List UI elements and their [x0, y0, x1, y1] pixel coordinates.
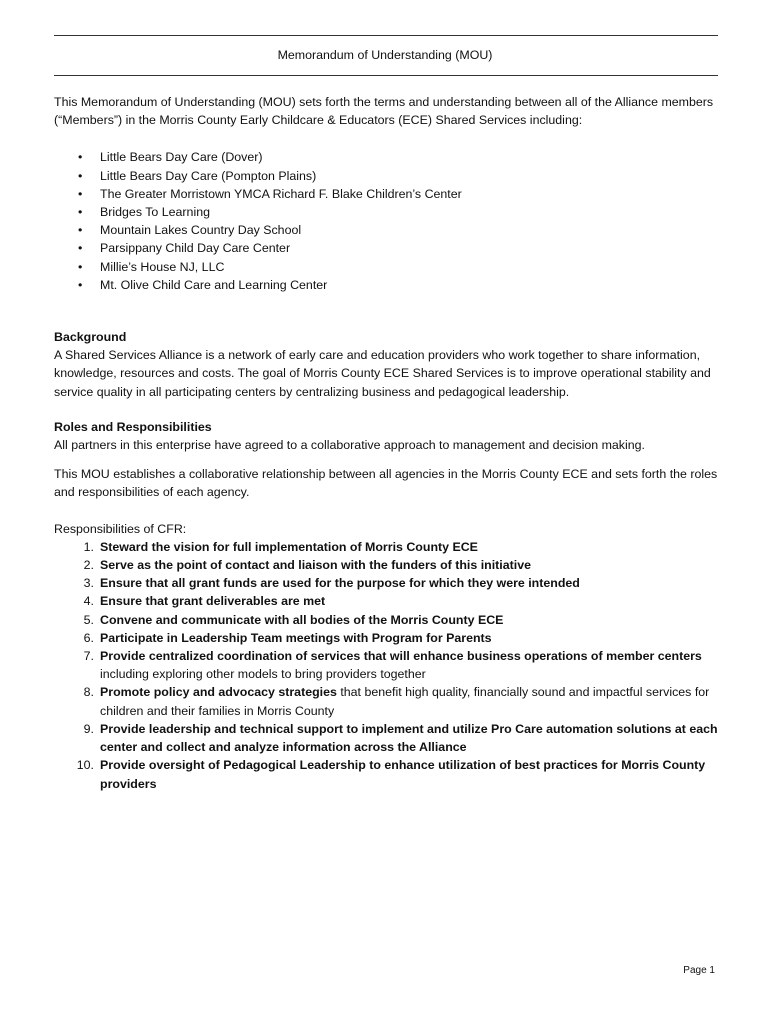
responsibility-item [83, 611, 718, 629]
header-rule-top [54, 35, 718, 36]
item-number: 2. [83, 558, 94, 573]
item-bold-text: Provide oversight of Pedagogical Leadership to enhance utilization of best practices for Morris County providers [100, 758, 706, 791]
responsibility-item [83, 720, 718, 756]
page-number: Page 1 [683, 965, 715, 976]
item-bold-text: Serve as the point of contact and liaison with the funders of this initiative [100, 558, 531, 573]
header-rule-bottom [54, 75, 718, 76]
member-item: • Little Bears Day Care (Dover) [100, 148, 718, 166]
background-paragraph: A Shared Services Alliance is a network of early care and education providers who work together to share information, knowledge, resources and costs. The goal of Morris County ECE Shared Services is to improve operational stability and service quality in all participating centers by centralizing business and pedagogical leadership. [54, 348, 711, 399]
member-list [54, 148, 718, 294]
item-number: 5. [83, 612, 94, 627]
roles-paragraph: All partners in this enterprise have agreed to a collaborative approach to management and decision making. [54, 438, 645, 453]
item-text: that benefit high quality, financially sound and impactful services for children and their families in Morris County [100, 685, 710, 718]
item-number: 10. [76, 758, 94, 773]
document-title: Memorandum of Understanding (MOU) [277, 48, 493, 62]
item-number: 1. [83, 539, 94, 554]
responsibility-item [83, 647, 718, 683]
member-item: • Millie’s House NJ, LLC [100, 258, 718, 276]
member-item: • Parsippany Child Day Care Center [100, 239, 718, 257]
responsibilities-list [54, 538, 718, 793]
item-bold-text: Provide centralized coordination of services that will enhance business operations of member centers [100, 649, 702, 664]
member-item: • Bridges To Learning [100, 203, 718, 221]
item-bold-text: Ensure that grant deliverables are met [100, 594, 326, 609]
item-number: 4. [83, 594, 94, 609]
item-bold-text: Promote policy and advocacy strategies [100, 685, 337, 700]
responsibility-item [76, 756, 718, 792]
item-bold-text: Ensure that all grant funds are used for the purpose for which they were intended [100, 576, 580, 591]
member-item: • Mountain Lakes Country Day School [100, 221, 718, 239]
item-number: 3. [83, 576, 94, 591]
item-number: 8. [83, 685, 94, 700]
background-heading: Background [54, 330, 127, 345]
item-bold-text: Convene and communicate with all bodies of the Morris County ECE [100, 612, 504, 627]
responsibility-item [83, 683, 718, 719]
item-number: 9. [83, 721, 94, 736]
responsibility-item [83, 592, 718, 610]
item-number: 7. [83, 649, 94, 664]
item-number: 6. [83, 630, 94, 645]
intro-paragraph: This Memorandum of Understanding (MOU) sets forth the terms and understanding between all of the Alliance members (“Members”) in the Morris County Early Childcare & Educators (ECE) Shared Services including: [54, 95, 714, 128]
member-item: • The Greater Morristown YMCA Richard F. Blake Children’s Center [100, 185, 718, 203]
mou-paragraph: This MOU establishes a collaborative relationship between all agencies in the Morris County ECE and sets forth the roles and responsibilities of each agency. [54, 467, 718, 500]
item-text: including exploring other models to bring providers together [100, 667, 426, 682]
roles-heading: Roles and Responsibilities [54, 419, 212, 434]
member-item: • Little Bears Day Care (Pompton Plains) [100, 167, 718, 185]
responsibility-item [83, 556, 718, 574]
item-bold-text: Steward the vision for full implementation of Morris County ECE [100, 539, 478, 554]
responsibility-item [83, 629, 718, 647]
item-bold-text: Participate in Leadership Team meetings with Program for Parents [100, 630, 492, 645]
item-bold-text: Provide leadership and technical support to implement and utilize Pro Care automation solutions at each center and collect and analyze information across the Alliance [100, 721, 718, 755]
member-item: • Mt. Olive Child Care and Learning Center [100, 276, 718, 294]
responsibilities-label: Responsibilities of CFR: [54, 521, 187, 536]
document-body [54, 93, 718, 793]
responsibility-item [83, 574, 718, 592]
responsibility-item [83, 538, 718, 556]
